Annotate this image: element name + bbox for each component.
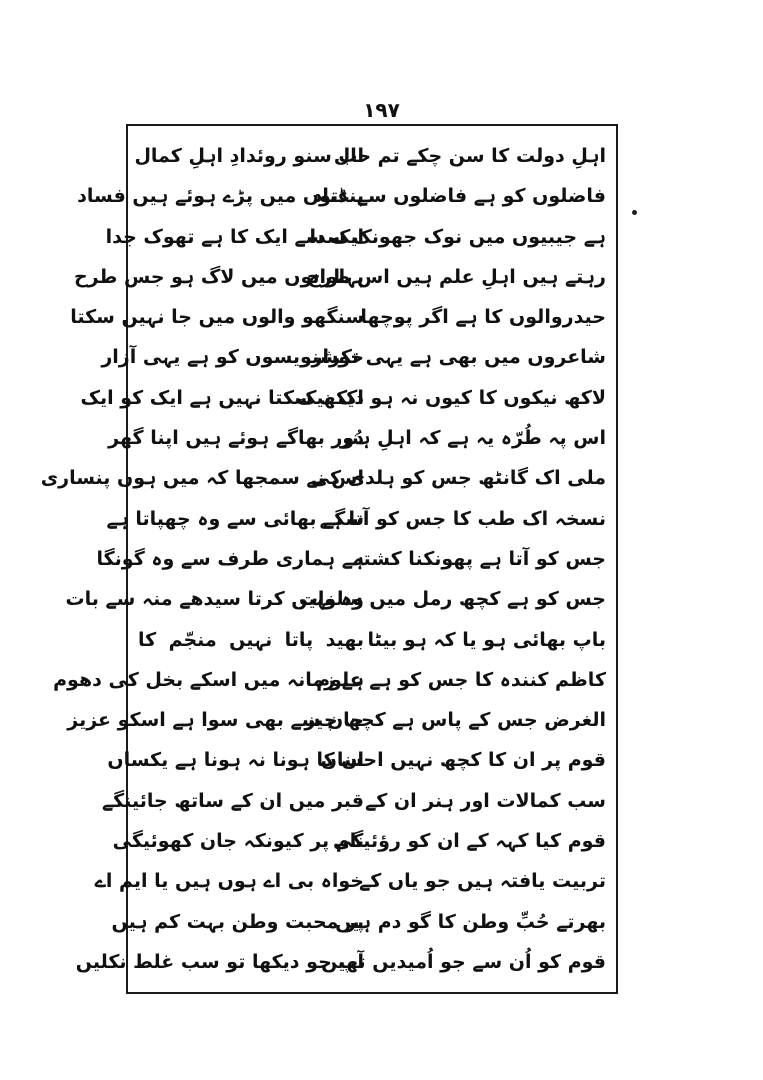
verse-line: اس پہ طُرّہ یہ ہے کہ اہلِ ہنر: [339, 427, 606, 450]
verse-line: خوشنویسوں کو ہے یہی آزار: [101, 346, 364, 369]
verse-line: بھرتے حُبِّ وطن کا گو دم ہیں: [335, 910, 606, 933]
verse-line: دُور بھاگے ہوئے ہیں اپنا گھر: [108, 427, 364, 450]
verse-line: سب کمالات اور ہنر ان کے: [365, 789, 606, 812]
verse-line: وہ نہیں کرتا سیدھے منہ سے بات: [65, 588, 364, 611]
verse-line: کاظم کنندہ کا جس کو ہے علوم: [316, 668, 606, 691]
verse-line: الغرض جس کے پاس ہے کچھ چیز: [304, 709, 606, 732]
verse-line: تربیت یافتہ ہیں جو یاں کے: [359, 870, 606, 893]
poem-columns: [40, 136, 606, 982]
verse-line: آپ جو دیکھا تو سب غلط نکلیں: [75, 950, 364, 973]
verse-line: دیکھ سکتا نہیں ہے ایک کو ایک: [80, 386, 364, 409]
verse-line: ملی اک گانٹھ جس کو ہلدی کی: [310, 467, 606, 490]
verse-line: جس کو آتا ہے پھونکنا کشتہ: [352, 547, 606, 570]
verse-line: قبر میں ان کے ساتھ جائینگے: [102, 789, 364, 812]
verse-line: جان سے بھی سوا ہے اسکو عزیز: [67, 709, 364, 732]
verse-line: جس کو ہے کچھ رمل میں سلوات: [298, 588, 606, 611]
verse-line: قوم کیا کہہ کے ان کو رؤئیگی: [332, 830, 606, 853]
verse-line: باپ بھائی ہو یا کہ ہو بیٹا: [367, 628, 606, 651]
verse-line: ایک سے ایک کا ہے تھوک جدا: [105, 225, 364, 248]
verse-line: پہلوانوں میں لاگ ہو جس طرح: [73, 265, 364, 288]
verse-line: قوم کو اُن سے جو اُمیدیں تھیں: [321, 950, 606, 973]
verse-line: لاکھ نیکوں کا کیوں نہ ہو اک نیک: [296, 386, 606, 409]
verse-line: سنگھو والوں میں جا نہیں سکتا: [70, 306, 364, 329]
verse-line: بھید پاتا نہیں منجّم کا: [138, 628, 364, 651]
page-number: ۱۹۷: [363, 98, 400, 122]
verse-line: نام پر کیونکہ جان کھوئیگی: [112, 830, 364, 853]
ink-speck: [632, 210, 637, 215]
right-column: [296, 136, 606, 982]
verse-line: نسخہ اک طب کا جس کو آتا ہے: [319, 507, 606, 530]
verse-line: پر محبت وطن بہت کم ہیں: [111, 910, 364, 933]
verse-line: سگے بھائی سے وہ چھپاتا ہے: [106, 507, 364, 530]
verse-line: اب سنو روئدادِ اہلِ کمال: [134, 145, 364, 167]
verse-line: ان کا ہونا نہ ہونا ہے یکساں: [107, 749, 364, 772]
verse-line: فاضلوں کو ہے فاضلوں سے عناد: [312, 185, 606, 208]
verse-line: قوم پر ان کا کچھ نہیں احساں: [320, 749, 606, 772]
verse-line: ہے ہماری طرف سے وہ گونگا: [96, 547, 364, 570]
verse-line: اہلِ دولت کا سن چکے تم حال: [333, 145, 606, 167]
verse-line: پنڈتوں میں پڑے ہوئے ہیں فساد: [77, 185, 364, 208]
verse-line: حیدروالوں کا ہے اگر پوچھا: [360, 306, 606, 329]
verse-line: اس نے سمجھا کہ میں ہوں پنساری: [40, 467, 364, 490]
verse-line: رہتے ہیں اہلِ علم ہیں اس طرح: [307, 265, 606, 288]
verse-line: خواہ بی اے ہوں ہیں یا ایم اے: [94, 870, 364, 893]
verse-line: ہے زمانہ میں اسکے بخل کی دھوم: [53, 668, 364, 691]
verse-line: شاعروں میں بھی ہے یہی تکرار: [311, 346, 606, 369]
verse-line: ہے جیبیوں میں نوک جھونک سدا: [309, 225, 606, 248]
